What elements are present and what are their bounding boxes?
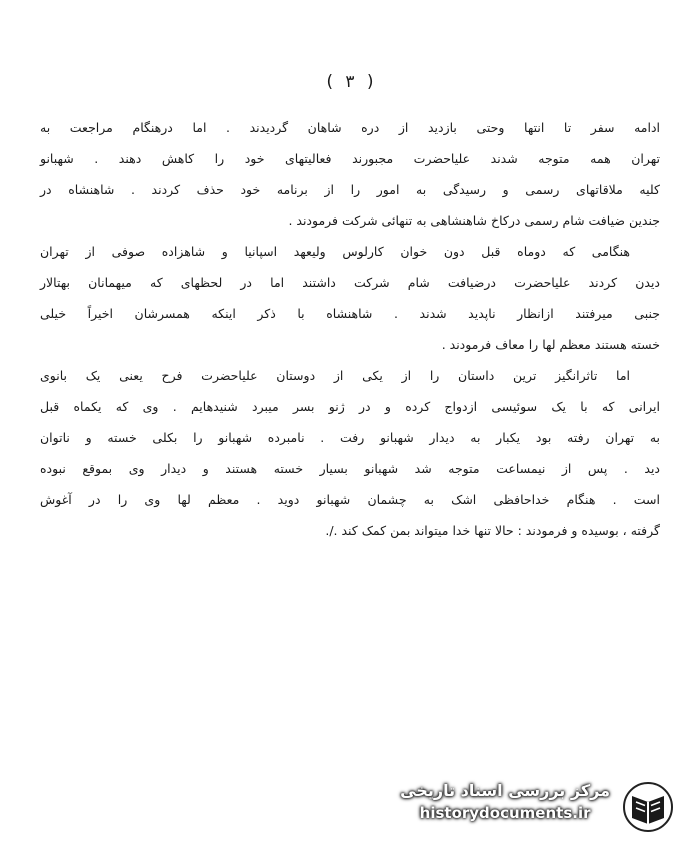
text-line: تهران همه متوجه شدند علیاحضرت مجبورند فعالیتهای خود را کاهش دهند . شهبانو bbox=[40, 151, 660, 166]
paragraph-1 bbox=[40, 118, 660, 230]
watermark bbox=[392, 774, 682, 836]
text-line: جنبی میرفتند ازانظار ناپدید شدند . شاهنشاه با ذکر اینکه همسرشان اخیراً خیلی bbox=[40, 306, 660, 321]
paragraph-2 bbox=[40, 242, 660, 354]
watermark-url: historydocuments.ir bbox=[419, 804, 591, 822]
paragraph-3 bbox=[40, 366, 660, 540]
text-line: جندین ضیافت شام رسمی درکاخ شاهنشاهی به تنهائی شرکت فرمودند . bbox=[288, 213, 660, 228]
text-line: هنگامی که دوماه قبل دون خوان کارلوس ولیعهد اسپانیا و شاهزاده صوفی از تهران bbox=[40, 244, 630, 259]
text-line: ادامه سفر تا انتها وحتی بازدید از دره شاهان گردیدند . اما درهنگام مراجعت به bbox=[40, 120, 660, 135]
page-number: ( ٣ ) bbox=[324, 72, 376, 92]
text-line: خسته هستند معظم لها را معاف فرمودند . bbox=[441, 337, 660, 352]
document-body bbox=[40, 118, 660, 552]
text-line: است . هنگام خداحافظی اشک به چشمان شهبانو دوید . معظم لها وی را در آغوش bbox=[40, 492, 660, 507]
book-emblem-icon bbox=[618, 780, 678, 834]
text-line: دیدن کردند علیاحضرت درضیافت شام شرکت داشتند اما در لحظهای که میهمانان بهتالار bbox=[40, 275, 660, 290]
watermark-name: مرکز بررسی اسناد تاریخی bbox=[400, 781, 610, 800]
watermark-text bbox=[400, 780, 610, 824]
text-line: ایرانی که با یک سوئیسی ازدواج کرده و در ژنو بسر میبرد شنیدهایم . وی که یکماه قبل bbox=[40, 399, 660, 414]
text-line: اما تاثرانگیز ترین داستان را از یکی از دوستان علیاحضرت فرح یعنی یک بانوی bbox=[40, 368, 630, 383]
text-line: دید . پس از نیمساعت متوجه شد شهبانو بسیار خسته هستند و دیدار وی بموقع نبوده bbox=[40, 461, 660, 476]
text-line: به تهران رفته بود یکبار به دیدار شهبانو رفت . نامبرده شهبانو را بکلی خسته و ناتوان bbox=[40, 430, 660, 445]
text-line: گرفته ، بوسیده و فرمودند : حالا تنها خدا میتواند بمن کمک کند ./. bbox=[325, 523, 660, 538]
text-line: کلیه ملاقاتهای رسمی و رسیدگی به امور را از برنامه خود حذف کردند . شاهنشاه در bbox=[40, 182, 660, 197]
